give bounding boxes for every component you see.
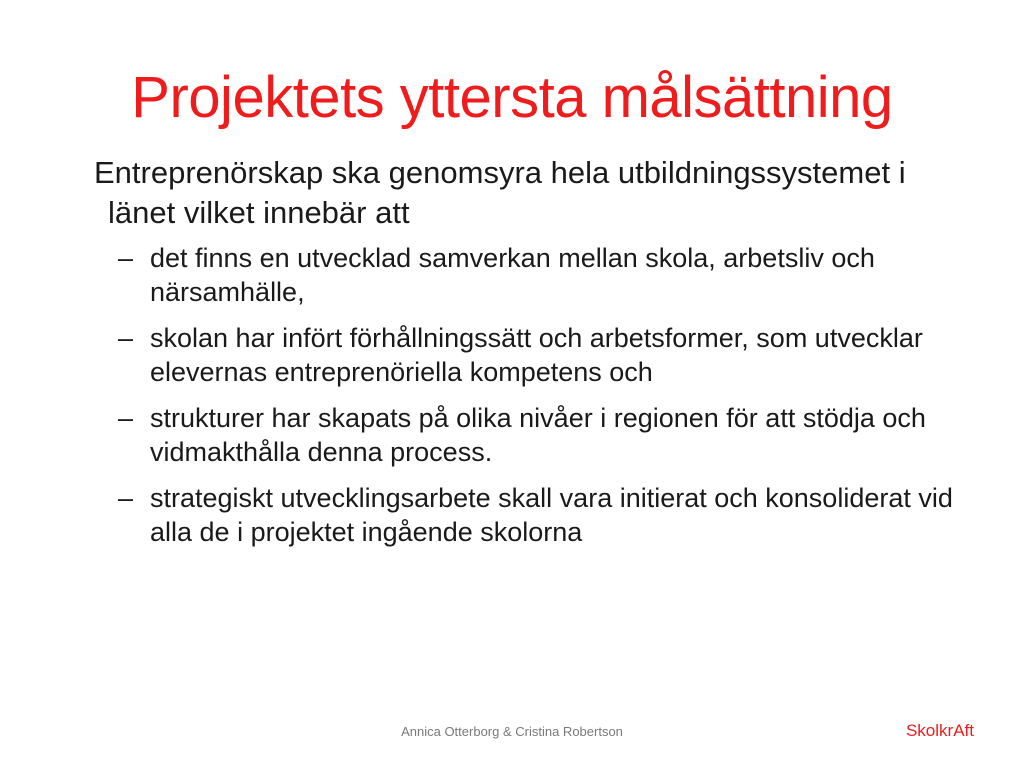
sub-bullet bbox=[94, 241, 974, 309]
dash-marker: – bbox=[118, 243, 134, 273]
intro-bullet: Entreprenörskap ska genomsyra hela utbildningssystemet i länet vilket innebär att bbox=[94, 155, 906, 230]
slide-title: Projektets yttersta målsättning bbox=[131, 65, 893, 130]
sub-bullet bbox=[94, 321, 974, 389]
sub-bullet-text: skolan har infört förhållningssätt och arbetsformer, som utvecklar elevernas entreprenöriella kompetens och bbox=[150, 323, 923, 387]
slide-body bbox=[94, 153, 974, 561]
sub-bullet-text: strategiskt utvecklingsarbete skall vara initierat och konsoliderat vid alla de i projektet ingående skolorna bbox=[150, 483, 953, 547]
sub-bullet-list bbox=[94, 241, 974, 549]
dash-marker: – bbox=[118, 483, 134, 513]
sub-bullet-text: det finns en utvecklad samverkan mellan skola, arbetsliv och närsamhälle, bbox=[150, 243, 875, 307]
footer-authors: Annica Otterborg & Cristina Robertson bbox=[401, 724, 623, 739]
sub-bullet bbox=[94, 481, 974, 549]
brand-logo-text: SkolkrAft bbox=[905, 721, 974, 740]
dash-marker: – bbox=[118, 323, 134, 353]
sub-bullet-text: strukturer har skapats på olika nivåer i regionen för att stödja och vidmakthålla denna process. bbox=[150, 403, 926, 467]
dash-marker: – bbox=[118, 403, 134, 433]
sub-bullet bbox=[94, 401, 974, 469]
